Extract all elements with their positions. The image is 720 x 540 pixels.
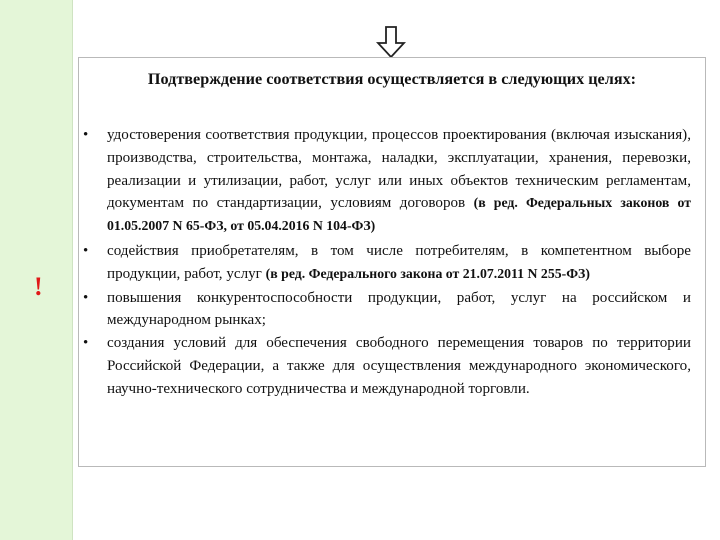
bullet-icon: • — [83, 289, 89, 306]
list-item — [83, 124, 691, 238]
down-arrow-icon — [376, 26, 406, 58]
goals-list — [83, 124, 691, 401]
item-text: содействия приобретателям, в том числе потребителям, в компетентном выборе продукции, работ, услуг — [107, 242, 691, 282]
item-text: удостоверения соответствия продукции, процессов проектирования (включая изыскания), производства, строительства, монтажа, наладки, эксплуатации, хранения, перевозки, реализации и утилизации, работ, услуг или иных объектов техническим регламентам, документам по стандартизации, условиям договоров — [107, 127, 691, 212]
item-reference: (в ред. Федеральных законов от 01.05.2007 N 65-ФЗ, от 05.04.2016 N 104-ФЗ) — [107, 195, 691, 234]
bullet-icon: • — [83, 242, 89, 259]
item-text: создания условий для обеспечения свободного перемещения товаров по территории Российской Федерации, а также для осуществления международного экономического, научно-технического сотрудничества и международной торговли. — [107, 335, 691, 397]
item-reference: (в ред. Федерального закона от 21.07.2011 N 255-ФЗ) — [265, 265, 590, 281]
exclamation-mark: ! — [34, 272, 43, 301]
list-item — [83, 332, 691, 400]
bullet-icon: • — [83, 127, 89, 143]
list-item — [83, 240, 691, 286]
page-title: Подтверждение соответствия осуществляется в следующих целях: — [147, 70, 637, 88]
left-decorative-band — [0, 0, 73, 540]
bullet-icon: • — [83, 335, 89, 352]
list-item — [83, 287, 691, 333]
item-text: повышения конкурентоспособности продукции, работ, услуг на российском и международном рынках; — [107, 289, 691, 329]
